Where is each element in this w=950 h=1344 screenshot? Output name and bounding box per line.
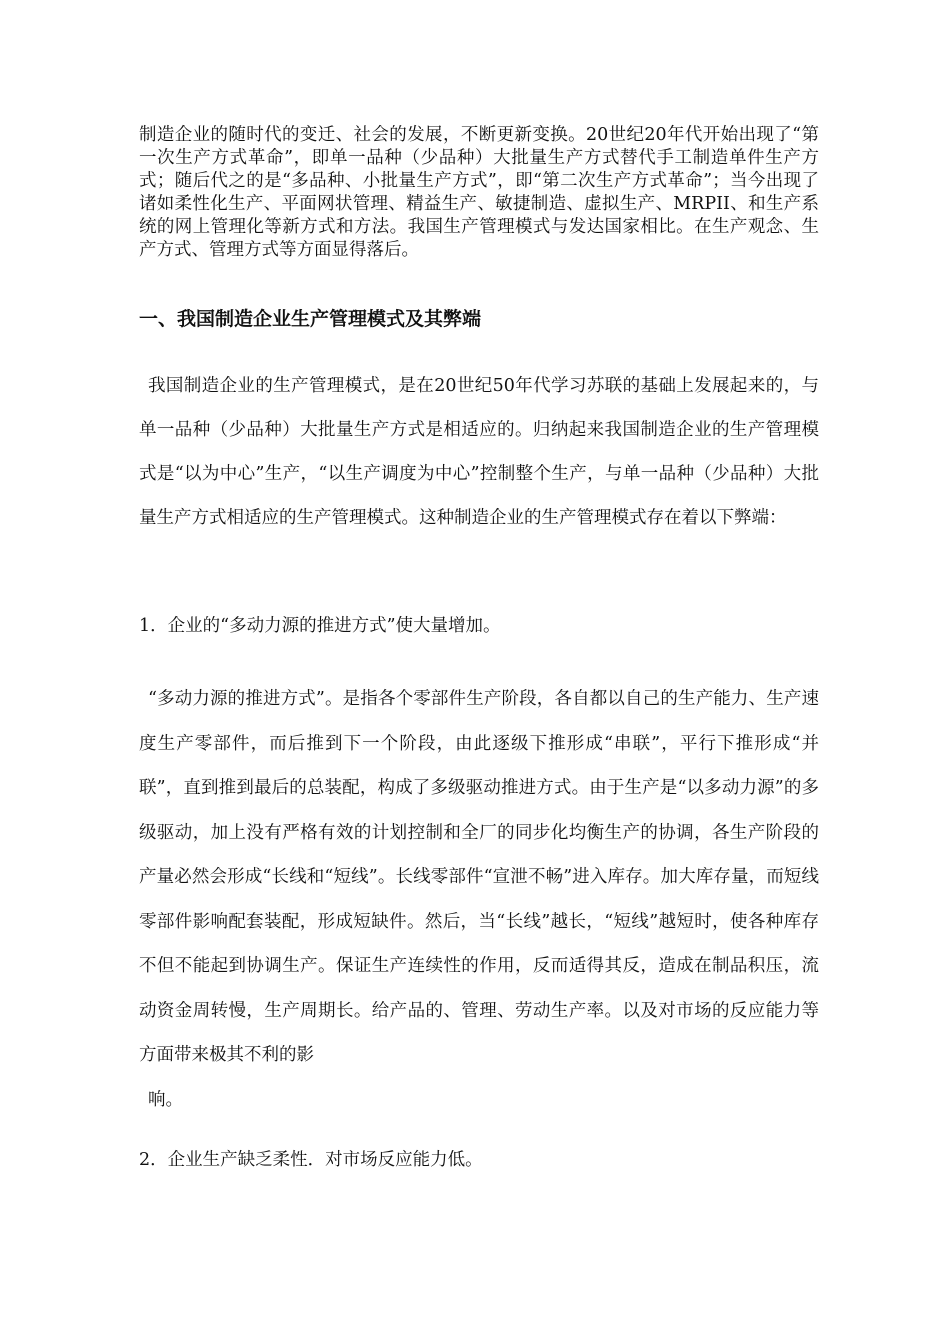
paragraph-multi-power-source-body: “多动力源的推进方式”。是指各个零部件生产阶段，各自都以自己的生产能力、生产速度生产零部件，而后推到下一个阶段，由此逐级下推形成“串联”，平行下推形成“并联”，直到推到最后的总装配，构成了多级驱动推进方式。由于生产是“以多动力源”的多级驱动，加上没有严格有效的计划控制和全厂的同步化均衡生产的协调，各生产阶段的产量必然会形成“长线和“短线”。长线零部件“宣泄不畅”进入库存。加大库存量，而短线零部件影响配套装配，形成短缺件。然后，当“长线”越长，“短线”越短时，使各种库存不但不能起到协调生产。保证生产连续性的作用，反而适得其反，造成在制品积压，流动资金周转慢，生产周期长。给产品的、管理、劳动生产率。以及对市场的反应能力等方面带来极其不利的影 — [139, 689, 819, 1065]
intro-paragraph: 制造企业的随时代的变迁、社会的发展，不断更新变换。20世纪20年代开始出现了“第一次生产方式革命”，即单一品种（少品种）大批量生产方式替代手工制造单件生产方式；随后代之的是“多品种、小批量生产方式”，即“第二次生产方式革命”；当今出现了诸如柔性化生产、平面网状管理、精益生产、敏捷制造、虚拟生产、MRPII、和生产系统的网上管理化等新方式和方法。我国生产管理模式与发达国家相比。在生产观念、生产方式、管理方式等方面显得落后。 — [139, 125, 819, 260]
subheading-lack-of-flexibility: 2．企业生产缺乏柔性．对市场反应能力低。 — [139, 1150, 483, 1170]
section-heading: 一、我国制造企业生产管理模式及其弊端 — [139, 308, 482, 330]
paragraph-multi-power-source-tail: 响。 — [148, 1089, 183, 1110]
subheading-multi-power-source: 1．企业的“多动力源的推进方式”使大量增加。 — [139, 616, 501, 636]
paragraph-multi-power-source — [139, 677, 819, 1122]
paragraph-production-model: 我国制造企业的生产管理模式，是在20世纪50年代学习苏联的基础上发展起来的，与单一品种（少品种）大批量生产方式是相适应的。归纳起来我国制造企业的生产管理模式是“以为中心”生产，“以生产调度为中心”控制整个生产，与单一品种（少品种）大批量生产方式相适应的生产管理模式。这种制造企业的生产管理模式存在着以下弊端： — [139, 376, 819, 528]
